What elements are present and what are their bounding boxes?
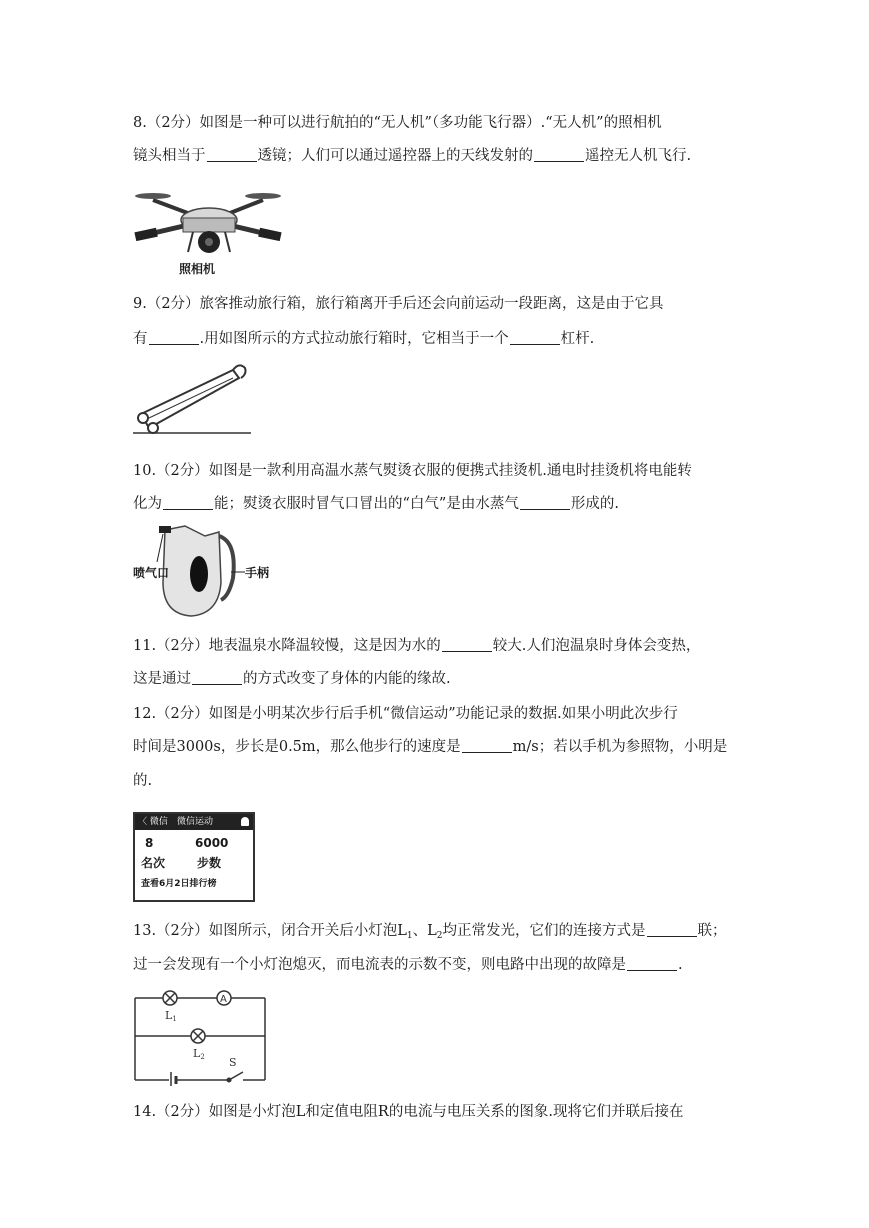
nozzle-label: 喷气口 <box>133 566 170 580</box>
q12-line3: 的. <box>133 773 153 789</box>
screen-back: 〈 微信 <box>138 817 168 827</box>
steps-value: 6000 <box>195 836 229 850</box>
q11-line2: 这是通过 的方式改变了身体的内能的缘故. <box>133 671 451 687</box>
q12-blank1 <box>462 738 512 753</box>
steps-label: 步数 <box>197 856 222 870</box>
q8-blank2 <box>534 147 584 162</box>
handle-label: 手柄 <box>245 566 270 580</box>
q13-blank2 <box>627 956 677 971</box>
q12-line1: 12.（2分）如图是小明某次步行后手机“微信运动”功能记录的数据.如果小明此次步行 <box>133 706 678 722</box>
q11-blank1 <box>442 637 492 652</box>
rank-value: 8 <box>145 836 154 850</box>
lamp1-label: L1 <box>165 1009 177 1023</box>
q9-line1: 9.（2分）旅客推动旅行箱，旅行箱离开手后还会向前运动一段距离，这是由于它具 <box>133 296 664 312</box>
q8-line1: 8.（2分）如图是一种可以进行航拍的“无人机”（多功能飞行器）.“无人机”的照相机 <box>133 115 662 131</box>
switch-label: S <box>229 1056 237 1069</box>
q9-blank2 <box>510 330 560 345</box>
q9-line2: 有 .用如图所示的方式拉动旅行箱时，它相当于一个 杠杆. <box>133 331 595 347</box>
suitcase-figure <box>133 362 253 437</box>
camera-label: 照相机 <box>179 262 216 276</box>
screen-title: 微信运动 <box>177 817 214 827</box>
ammeter-label: A <box>220 994 227 1005</box>
q11-blank2 <box>192 670 242 685</box>
q13-blank1 <box>647 922 697 937</box>
lamp2-label: L2 <box>193 1047 205 1061</box>
user-icon <box>241 817 249 826</box>
screen-header <box>135 814 253 830</box>
rank-label: 名次 <box>141 856 166 870</box>
q10-line1: 10.（2分）如图是一款利用高温水蒸气熨烫衣服的便携式挂烫机.通电时挂烫机将电能转 <box>133 463 692 479</box>
steamer-figure <box>133 522 283 622</box>
q10-blank1 <box>163 495 213 510</box>
q13-line2: 过一会发现有一个小灯泡熄灭，而电流表的示数不变，则电路中出现的故障是 . <box>133 957 683 973</box>
q12-line2: 时间是3000s，步长是0.5m，那么他步行的速度是 m/s；若以手机为参照物，小明是 <box>133 739 728 755</box>
drone-figure <box>133 180 283 280</box>
q8-line2: 镜头相当于 透镜；人们可以通过遥控器上的天线发射的 遥控无人机飞行. <box>133 148 692 164</box>
q10-blank2 <box>520 495 570 510</box>
q9-blank1 <box>149 330 199 345</box>
q10-line2: 化为 能；熨烫衣服时冒气口冒出的“白气”是由水蒸气 形成的. <box>133 496 619 512</box>
wechat-sport-screen <box>133 812 255 902</box>
circuit-diagram <box>133 986 269 1086</box>
q8-blank1 <box>207 147 257 162</box>
q11-line1: 11.（2分）地表温泉水降温较慢，这是因为水的 较大.人们泡温泉时身体会变热， <box>133 638 701 654</box>
leaderboard-link: 查看6月2日排行榜 <box>141 879 217 889</box>
q13-line1: 13.（2分）如图所示，闭合开关后小灯泡$L_1$、$L_2$均正常发光，它们的连接方式是 联； <box>133 923 727 941</box>
q14-line1: 14.（2分）如图是小灯泡L和定值电阻R的电流与电压关系的图象.现将它们并联后接在 <box>133 1104 684 1120</box>
